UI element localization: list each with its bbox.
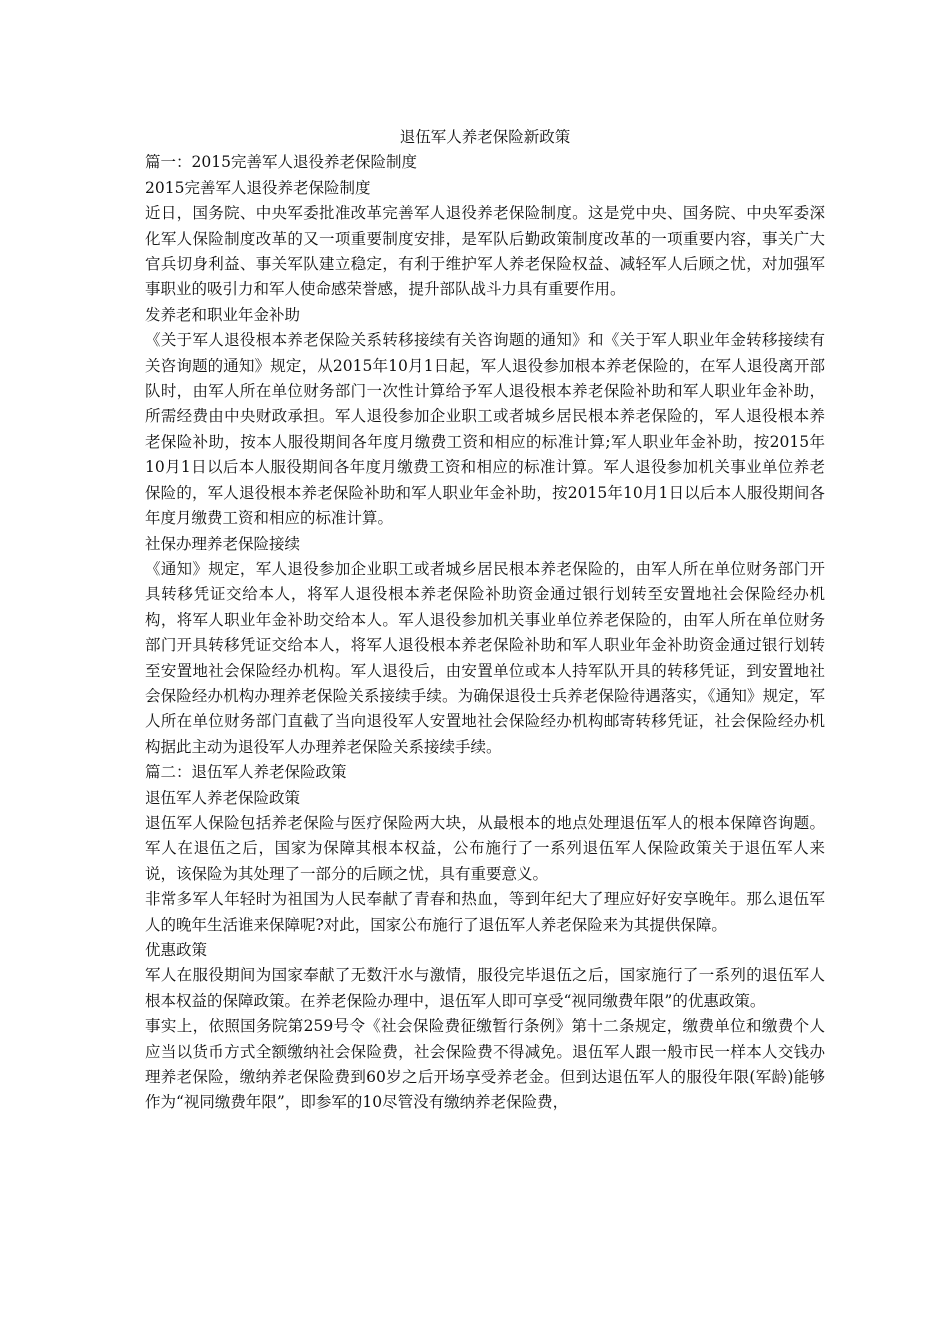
subheading-social-security-transfer: 社保办理养老保险接续 — [145, 534, 301, 553]
document-title: 退伍军人养老保险新政策 — [399, 128, 571, 146]
paragraph-pension-subsidy: 《关于军人退役根本养老保险关系转移接续有关咨询题的通知》和《关于军人职业年金转移接续有关咨询题的通知》规定，从2015年10月1日起，军人退役参加根本养老保险的，在军人退役离开部队时，由军人所在单位财务部门一次性计算给予军人退役根本养老保险补助和军人职业年金补助，所需经费由中央财政承担。军人退役参加企业职工或者城乡居民根本养老保险的，军人退役根本养老保险补助，按本人服役期间各年度月缴费工资和相应的标准计算;军人职业年金补助，按2015年10月1日以后本人服役期间各年度月缴费工资和相应的标准计算。军人退役参加机关事业单位养老保险的，军人退役根本养老保险补助和军人职业年金补助，按2015年10月1日以后本人服役期间各年度月缴费工资和相应的标准计算。 — [145, 331, 825, 528]
subheading-pension-subsidy: 发养老和职业年金补助 — [145, 305, 301, 324]
paragraph-preferential-policy: 军人在服役期间为国家奉献了无数汗水与激情，服役完毕退伍之后，国家施行了一系列的退伍军人根本权益的保障政策。在养老保险办理中，退伍军人即可享受“视同缴费年限”的优惠政策。 — [145, 966, 825, 1010]
section-heading-part-one: 篇一：2015完善军人退役养老保险制度 — [145, 153, 417, 172]
paragraph-regulation: 事实上，依照国务院第259号令《社会保险费征缴暂行条例》第十二条规定，缴费单位和缴费个人应当以货币方式全额缴纳社会保险费，社会保险费不得减免。退伍军人跟一般市民一样本人交钱办理养老保险，缴纳养老保险费到60岁之后开场享受养老金。但到达退伍军人的服役年限(军龄)能够作为“视同缴费年限”，即参军的10尽管没有缴纳养老保险费， — [145, 1017, 825, 1112]
document-body — [145, 125, 825, 1116]
article-title-part-one: 2015完善军人退役养老保险制度 — [145, 178, 371, 197]
article-title-part-two: 退伍军人养老保险政策 — [145, 788, 301, 807]
paragraph-social-security-transfer: 《通知》规定，军人退役参加企业职工或者城乡居民根本养老保险的，由军人所在单位财务部门开具转移凭证交给本人，将军人退役根本养老保险补助资金通过银行划转至安置地社会保险经办机构，将军人职业年金补助交给本人。军人退役参加机关事业单位养老保险的，由军人所在单位财务部门开具转移凭证交给本人，将军人退役根本养老保险补助和军人职业年金补助资金通过银行划转至安置地社会保险经办机构。军人退役后，由安置单位或本人持军队开具的转移凭证，到安置地社会保险经办机构办理养老保险关系接续手续。为确保退役士兵养老保险待遇落实，《通知》规定，军人所在单位财务部门直截了当向退役军人安置地社会保险经办机构邮寄转移凭证，社会保险经办机构据此主动为退役军人办理养老保险关系接续手续。 — [145, 559, 825, 756]
paragraph-old-age-security: 非常多军人年轻时为祖国为人民奉献了青春和热血，等到年纪大了理应好好安享晚年。那么退伍军人的晚年生活谁来保障呢?对此，国家公布施行了退伍军人养老保险来为其提供保障。 — [145, 890, 825, 934]
paragraph-intro: 近日，国务院、中央军委批准改革完善军人退役养老保险制度。这是党中央、国务院、中央军委深化军人保险制度改革的又一项重要制度安排，是军队后勤政策制度改革的一项重要内容，事关广大官兵切身利益、事关军队建立稳定，有利于维护军人养老保险权益、减轻军人后顾之忧，对加强军事职业的吸引力和军人使命感荣誉感，提升部队战斗力具有重要作用。 — [145, 204, 825, 299]
subheading-preferential-policy: 优惠政策 — [145, 941, 208, 959]
paragraph-veteran-insurance: 退伍军人保险包括养老保险与医疗保险两大块，从最根本的地点处理退伍军人的根本保障咨询题。军人在退伍之后，国家为保障其根本权益，公布施行了一系列退伍军人保险政策关于退伍军人来说，该保险为其处理了一部分的后顾之忧，具有重要意义。 — [145, 813, 825, 883]
section-heading-part-two: 篇二：退伍军人养老保险政策 — [145, 763, 347, 782]
